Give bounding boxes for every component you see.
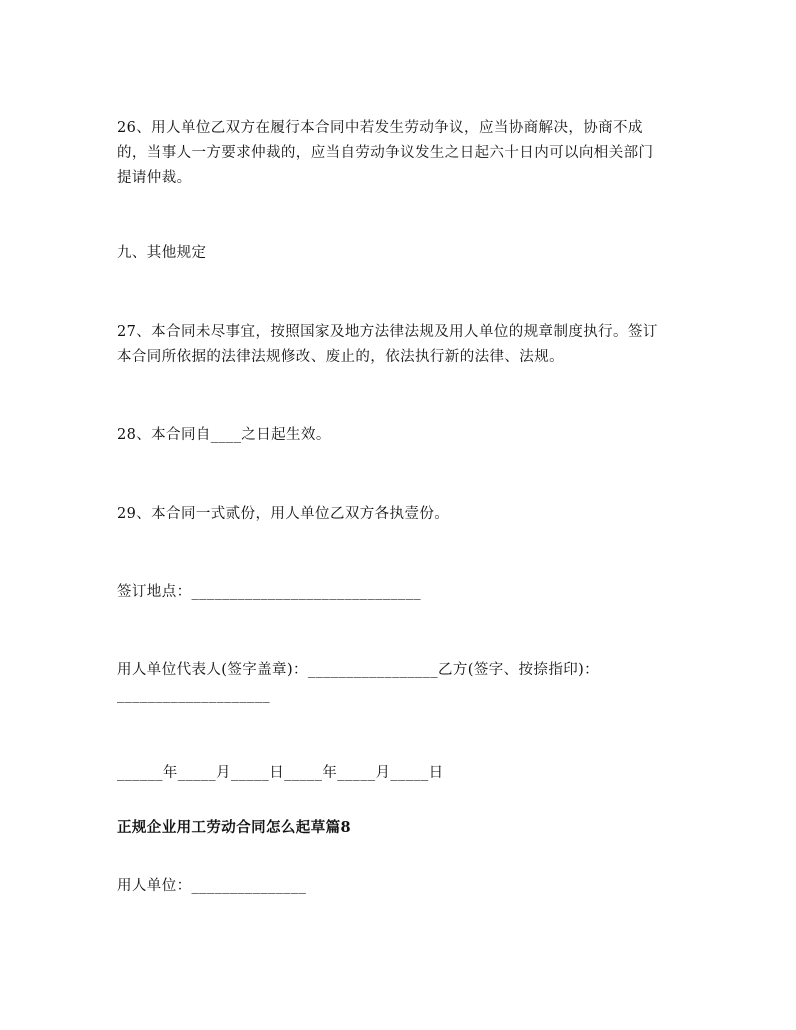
clause-27-line-1: 27、本合同未尽事宜，按照国家及地方法律法规及用人单位的规章制度执行。签订 [117,324,658,340]
signature-line-1: 用人单位代表人(签字盖章)：_________________乙方(签字、按捺指印)： [117,662,600,678]
next-section-heading: 正规企业用工劳动合同怎么起草篇8 [117,819,351,836]
clause-26-line-2: 的，当事人一方要求仲裁的，应当自劳动争议发生之日起六十日内可以向相关部门 [117,145,654,161]
employer-line: 用人单位：_______________ [117,878,307,894]
signing-place: 签订地点：______________________________ [117,584,421,600]
clause-27-line-2: 本合同所依据的法律法规修改、废止的，依法执行新的法律、法规。 [117,349,564,365]
section-9-title: 九、其他规定 [117,245,207,261]
date-line: ______年_____月_____日_____年_____月_____日 [117,765,444,781]
signature-line-2: ____________________ [117,687,270,703]
clause-29: 29、本合同一式贰份，用人单位乙双方各执壹份。 [117,506,450,522]
clause-26-line-1: 26、用人单位乙双方在履行本合同中若发生劳动争议，应当协商解决，协商不成 [117,120,643,136]
clause-26-line-3: 提请仲裁。 [117,170,192,186]
clause-28: 28、本合同自____之日起生效。 [117,427,331,443]
